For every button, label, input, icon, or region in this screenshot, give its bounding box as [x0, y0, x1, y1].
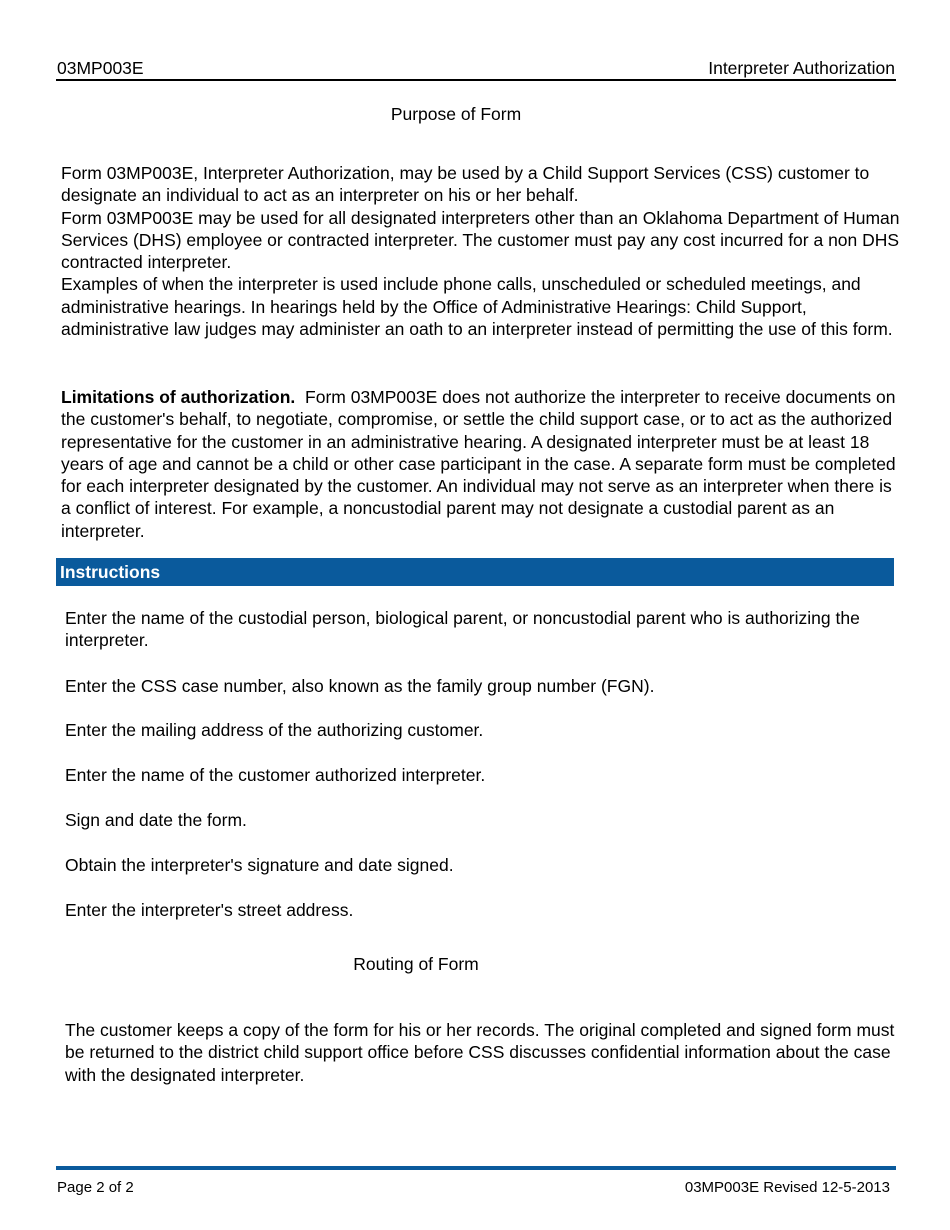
form-title: Interpreter Authorization [708, 58, 895, 78]
limitations-text: Form 03MP003E does not authorize the interpreter to receive documents on the customer's behalf, to negotiate, compromise, or settle the child support case, or to act as the authorized representative for the customer in an administrative hearing. A designated interpreter must be at least 18 years of age and cannot be a child or other case participant in the case. A separate form must be completed for each interpreter designated by the customer. An individual may not serve as an interpreter when there is a conflict of interest. For example, a noncustodial parent may not designate a custodial parent as an interpreter. [61, 387, 896, 541]
purpose-paragraph: Form 03MP003E may be used for all designated interpreters other than an Oklahoma Department of Human Services (DHS) employee or contracted interpreter. The customer must pay any cost incurred for a non DHS contracted interpreter. [61, 207, 900, 273]
form-number: 03MP003E [57, 58, 144, 78]
routing-paragraph: The customer keeps a copy of the form for his or her records. The original completed and signed form must be returned to the district child support office before CSS discusses confidential information about the case with the designated interpreter. [65, 1020, 895, 1085]
purpose-section [61, 162, 901, 340]
purpose-title: Purpose of Form [390, 104, 522, 124]
revision-date: 03MP003E Revised 12-5-2013 [684, 1179, 890, 1196]
instruction-item: Enter the interpreter's street address. [65, 899, 354, 920]
routing-title: Routing of Form [353, 954, 479, 974]
instructions-heading: Instructions [56, 558, 894, 586]
instructions-list [65, 607, 895, 921]
instruction-item: Obtain the interpreter's signature and date signed. [65, 854, 454, 875]
page-number: Page 2 of 2 [57, 1179, 134, 1196]
purpose-paragraph: Examples of when the interpreter is used include phone calls, unscheduled or scheduled meetings, and administrative hearings. In hearings held by the Office of Administrative Hearings: Child Support, administrative law judges may administer an oath to an interpreter instead of permitting the use of this form. [61, 274, 893, 340]
instruction-item: Enter the CSS case number, also known as the family group number (FGN). [65, 675, 655, 696]
header-divider [56, 79, 896, 81]
limitations-heading: Limitations of authorization. [61, 387, 296, 407]
limitations-paragraph [61, 386, 901, 542]
instruction-item: Enter the name of the customer authorized interpreter. [65, 765, 486, 786]
instruction-item: Enter the mailing address of the authorizing customer. [65, 720, 484, 741]
footer-divider [56, 1166, 896, 1170]
instruction-item: Sign and date the form. [65, 809, 247, 830]
instruction-item: Enter the name of the custodial person, biological parent, or noncustodial parent who is authorizing the interpreter. [65, 608, 860, 651]
purpose-paragraph: Form 03MP003E, Interpreter Authorization, may be used by a Child Support Services (CSS) customer to designate an individual to act as an interpreter on his or her behalf. [61, 163, 870, 206]
